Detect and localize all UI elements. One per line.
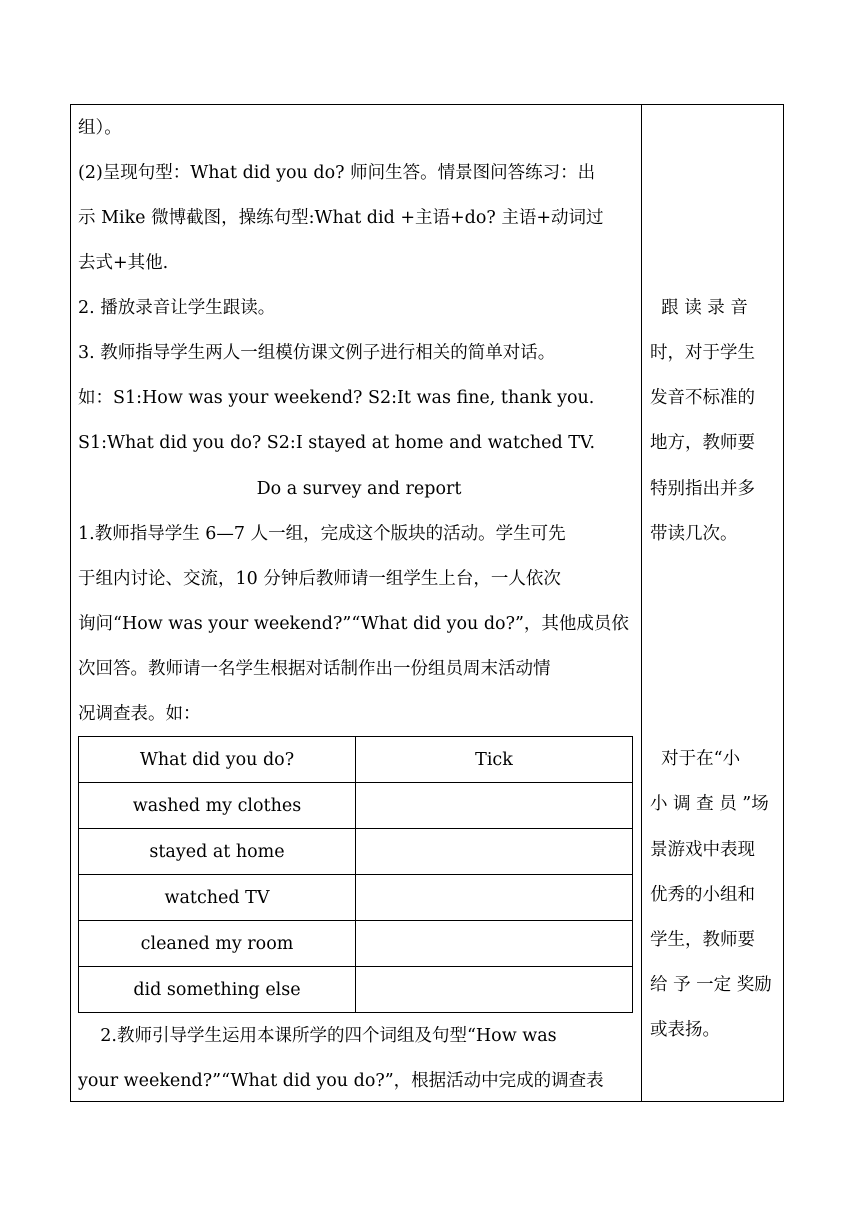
tick-cell (356, 783, 633, 829)
tick-cell (356, 967, 633, 1013)
note-line: 或表扬。 (650, 1020, 720, 1040)
text-line: 次回答。教师请一名学生根据对话制作出一份组员周末活动情 (78, 659, 551, 679)
section-title: Do a survey and report (256, 479, 462, 499)
table-cell: stayed at home (79, 829, 356, 875)
table-header-row (79, 737, 633, 783)
text-line: 如：S1:How was your weekend? S2:It was fine, thank you. (78, 388, 595, 408)
tick-cell (356, 875, 633, 921)
note-line: 带读几次。 (650, 524, 738, 544)
header-cell: Tick (356, 737, 633, 783)
table-cell: cleaned my room (79, 921, 356, 967)
tick-cell (356, 921, 633, 967)
text-line: (2)呈现句型：What did you do? 师问生答。情景图问答练习：出 (78, 163, 596, 183)
text-line: your weekend?”“What did you do?”，根据活动中完成的调查表 (78, 1071, 604, 1091)
table-cell: watched TV (79, 875, 356, 921)
table-row (79, 967, 633, 1013)
text-line: 组）。 (78, 118, 122, 138)
text-line: 2.教师引导学生运用本课所学的四个词组及句型“How was (78, 1026, 557, 1046)
tick-cell (356, 829, 633, 875)
note-line: 跟 读 录 音 (650, 298, 748, 318)
note-line: 学生，教师要 (650, 930, 755, 950)
text-line: 示 Mike 微博截图，操练句型:What did +主语+do? 主语+动词过 (78, 208, 604, 228)
table-row (79, 921, 633, 967)
table-row (79, 875, 633, 921)
note-line: 景游戏中表现 (650, 840, 755, 860)
text-line: 1.教师指导学生 6—7 人一组，完成这个版块的活动。学生可先 (78, 524, 566, 544)
text-line: 3. 教师指导学生两人一组模仿课文例子进行相关的简单对话。 (78, 343, 556, 363)
text-line: 况调查表。如： (78, 704, 201, 724)
note-line: 对于在“小 (650, 749, 741, 769)
table-row (79, 783, 633, 829)
table-cell: did something else (79, 967, 356, 1013)
note-line: 优秀的小组和 (650, 885, 755, 905)
note-line: 地方，教师要 (650, 433, 755, 453)
survey-table (78, 736, 633, 1013)
column-divider (641, 104, 642, 1102)
table-row (79, 829, 633, 875)
text-line: S1:What did you do? S2:I stayed at home and watched TV. (78, 433, 596, 453)
header-cell: What did you do? (79, 737, 356, 783)
text-line: 2. 播放录音让学生跟读。 (78, 298, 276, 318)
note-line: 时，对于学生 (650, 343, 755, 363)
note-line: 给 予 一定 奖励 (650, 975, 772, 995)
text-line: 询问“How was your weekend?”“What did you do?”，其他成员依 (78, 614, 629, 634)
note-line: 小 调 查 员 ”场 (650, 794, 769, 814)
text-line: 去式+其他. (78, 253, 169, 273)
text-line: 于组内讨论、交流，10 分钟后教师请一组学生上台，一人依次 (78, 569, 561, 589)
note-line: 发音不标准的 (650, 388, 755, 408)
table-cell: washed my clothes (79, 783, 356, 829)
note-line: 特别指出并多 (650, 479, 755, 499)
